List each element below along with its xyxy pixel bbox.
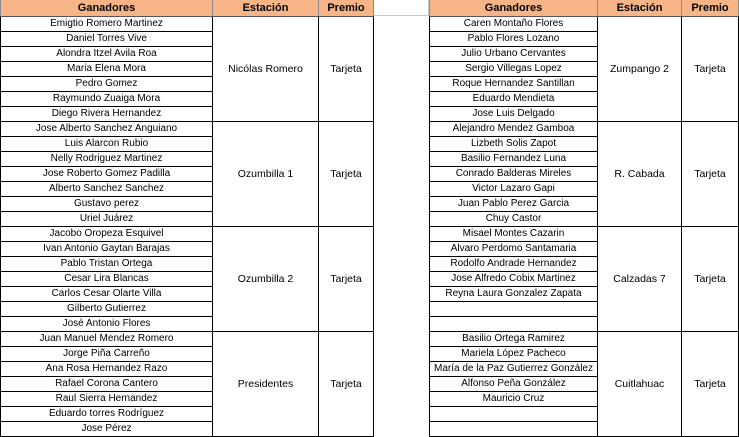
station-cell[interactable]: Ozumbilla 2 (213, 226, 319, 331)
winner-cell[interactable]: Jose Roberto Gomez Padilla (1, 166, 213, 181)
prize-cell[interactable]: Tarjeta (682, 331, 739, 436)
table-row (430, 331, 739, 346)
winner-cell[interactable]: Eduardo Mendieta (430, 91, 598, 106)
header-prize[interactable]: Premio (682, 0, 739, 16)
winner-cell[interactable]: Alvaro Perdomo Santamaria (430, 241, 598, 256)
winner-cell[interactable]: Raymundo Zuaiga Mora (1, 91, 213, 106)
station-cell[interactable]: Zumpango 2 (598, 16, 682, 121)
winner-cell[interactable]: Caren Montaño Flores (430, 16, 598, 31)
table-row (1, 121, 374, 136)
prize-cell[interactable]: Tarjeta (682, 226, 739, 331)
winner-cell[interactable] (430, 301, 598, 316)
winner-cell[interactable]: Cesar Lira Blancas (1, 271, 213, 286)
winner-cell[interactable]: Daniel Torres Vive (1, 31, 213, 46)
header-station[interactable]: Estación (213, 0, 319, 16)
left-table-body (1, 16, 374, 436)
winner-cell[interactable]: Emigtio Romero Martinez (1, 16, 213, 31)
winner-cell[interactable]: Conrado Balderas Mireles (430, 166, 598, 181)
winner-cell[interactable]: Misael Montes Cazarin (430, 226, 598, 241)
winner-cell[interactable]: Jose Alfredo Cobix Martinez (430, 271, 598, 286)
table-row (1, 331, 374, 346)
prize-cell[interactable]: Tarjeta (319, 226, 374, 331)
table-row (1, 16, 374, 31)
prize-cell[interactable]: Tarjeta (682, 121, 739, 226)
winner-cell[interactable]: Juan Pablo Perez Garcia (430, 196, 598, 211)
winner-cell[interactable]: Lizbeth Solis Zapot (430, 136, 598, 151)
header-prize[interactable]: Premio (319, 0, 374, 16)
winner-cell[interactable]: Gilberto Gutierrez (1, 301, 213, 316)
prize-cell[interactable]: Tarjeta (682, 16, 739, 121)
winner-cell[interactable]: Jose Alberto Sanchez Anguiano (1, 121, 213, 136)
prize-cell[interactable]: Tarjeta (319, 16, 374, 121)
table-row (430, 121, 739, 136)
winner-cell[interactable]: Basilio Ortega Ramirez (430, 331, 598, 346)
winner-cell[interactable]: Pedro Gomez (1, 76, 213, 91)
table-row (1, 226, 374, 241)
prize-cell[interactable]: Tarjeta (319, 331, 374, 436)
winner-cell[interactable]: Pablo Tristan Ortega (1, 256, 213, 271)
winner-cell[interactable]: Rafael Corona Cantero (1, 376, 213, 391)
winner-cell[interactable]: Alejandro Mendez Gamboa (430, 121, 598, 136)
station-cell[interactable]: Presidentes (213, 331, 319, 436)
winner-cell[interactable]: Mauricio Cruz (430, 391, 598, 406)
station-cell[interactable]: Calzadas 7 (598, 226, 682, 331)
winner-cell[interactable]: Reyna Laura Gonzalez Zapata (430, 286, 598, 301)
winner-cell[interactable]: Carlos Cesar Olarte Villa (1, 286, 213, 301)
winner-cell[interactable]: Uriel Juárez (1, 211, 213, 226)
winner-cell[interactable]: Rodolfo Andrade Hernandez (430, 256, 598, 271)
winner-cell[interactable]: Julio Urbano Cervantes (430, 46, 598, 61)
winner-cell[interactable]: Raul Sierra Hernandez (1, 391, 213, 406)
winner-cell[interactable]: Jose Luis Delgado (430, 106, 598, 121)
header-station[interactable]: Estación (598, 0, 682, 16)
station-cell[interactable]: R. Cabada (598, 121, 682, 226)
table-row (430, 226, 739, 241)
winner-cell[interactable]: José Antonio Flores (1, 316, 213, 331)
winner-cell[interactable] (430, 421, 598, 436)
winner-cell[interactable]: Eduardo torres Rodríguez (1, 406, 213, 421)
winner-cell[interactable]: Alfonso Peña González (430, 376, 598, 391)
station-cell[interactable]: Ozumbilla 1 (213, 121, 319, 226)
winner-cell[interactable]: Maria Elena Mora (1, 61, 213, 76)
winner-cell[interactable]: Diego Rivera Hernandez (1, 106, 213, 121)
winner-cell[interactable]: Nelly Rodriguez Martinez (1, 151, 213, 166)
winner-cell[interactable]: Victor Lazaro Gapi (430, 181, 598, 196)
winner-cell[interactable]: Jorge Piña Carreño (1, 346, 213, 361)
winner-cell[interactable]: Jacobo Oropeza Esquivel (1, 226, 213, 241)
prize-cell[interactable]: Tarjeta (319, 121, 374, 226)
winners-table-right (429, 0, 739, 437)
winner-cell[interactable]: Mariela López Pacheco (430, 346, 598, 361)
winner-cell[interactable]: Alondra Itzel Avila Roa (1, 46, 213, 61)
winner-cell[interactable]: Alberto Sanchez Sanchez (1, 181, 213, 196)
winner-cell[interactable] (430, 406, 598, 421)
winner-cell[interactable]: Pablo Flores Lozano (430, 31, 598, 46)
winner-cell[interactable]: Juan Manuel Mendez Romero (1, 331, 213, 346)
winner-cell[interactable]: Ivan Antonio Gaytan Barajas (1, 241, 213, 256)
header-winners[interactable]: Ganadores (1, 0, 213, 16)
empty-header-cell[interactable] (373, 0, 429, 16)
winner-cell[interactable]: Gustavo perez (1, 196, 213, 211)
header-winners[interactable]: Ganadores (430, 0, 598, 16)
winner-cell[interactable]: Sergio Villegas Lopez (430, 61, 598, 76)
winner-cell[interactable]: Jose Pérez (1, 421, 213, 436)
winner-cell[interactable]: María de la Paz Gutierrez González (430, 361, 598, 376)
table-row (430, 16, 739, 31)
station-cell[interactable]: Cuitlahuac (598, 331, 682, 436)
winner-cell[interactable]: Roque Hernandez Santillan (430, 76, 598, 91)
winner-cell[interactable]: Chuy Castor (430, 211, 598, 226)
station-cell[interactable]: Nicólas Romero (213, 16, 319, 121)
winner-cell[interactable]: Luis Alarcon Rubio (1, 136, 213, 151)
winner-cell[interactable]: Basilio Fernandez Luna (430, 151, 598, 166)
winner-cell[interactable] (430, 316, 598, 331)
winner-cell[interactable]: Ana Rosa Hernandez Razo (1, 361, 213, 376)
right-table-body (430, 16, 739, 436)
